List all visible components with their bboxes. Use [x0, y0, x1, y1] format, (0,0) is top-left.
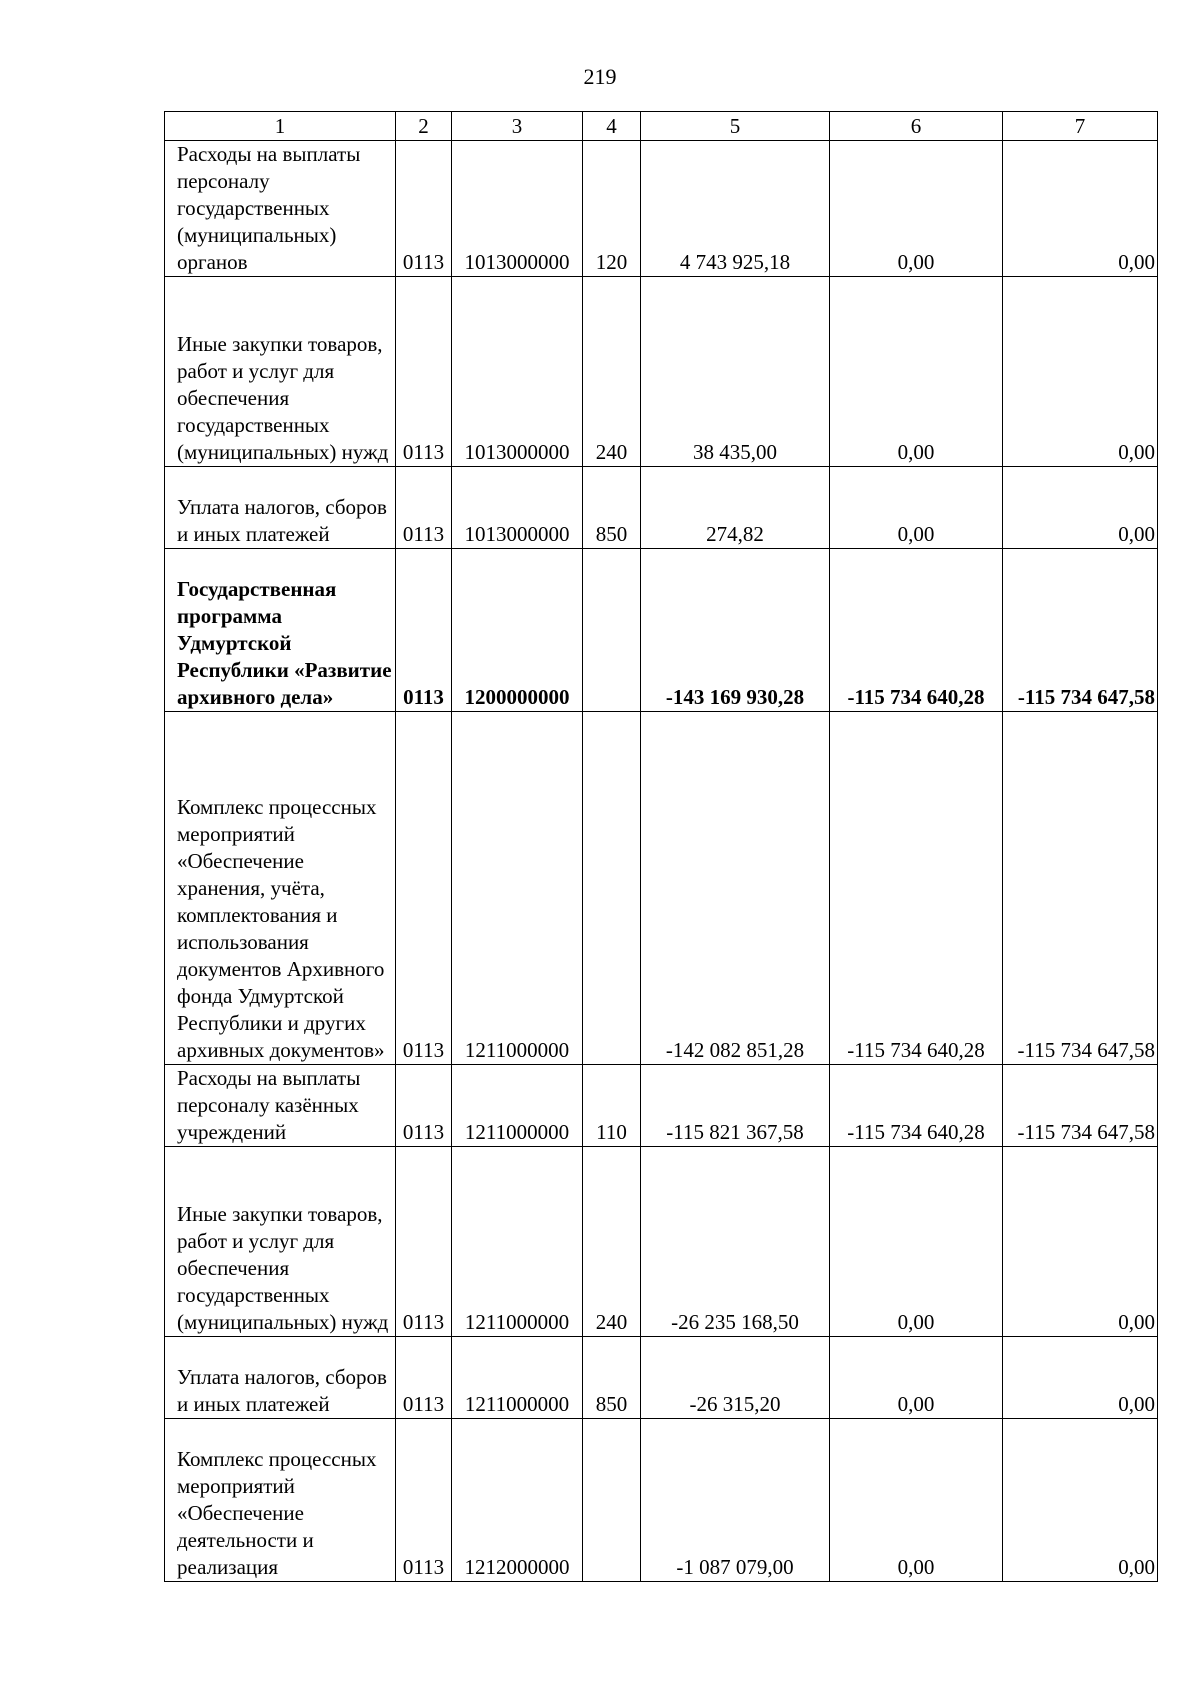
expense-type-cell: 240 — [583, 277, 641, 467]
row-name-cell: Государственная программа Удмуртской Республики «Развитие архивного дела» — [165, 549, 396, 712]
table-row — [165, 549, 1158, 712]
amount-col6-cell: 0,00 — [830, 1419, 1003, 1582]
amount-col6-cell: -115 734 640,28 — [830, 1065, 1003, 1147]
target-article-cell: 1212000000 — [452, 1419, 583, 1582]
amount-col6-cell: -115 734 640,28 — [830, 712, 1003, 1065]
amount-col6-cell: 0,00 — [830, 141, 1003, 277]
section-code-cell: 0113 — [396, 1147, 452, 1337]
amount-col7-cell: 0,00 — [1003, 141, 1158, 277]
row-name-cell: Комплекс процессных мероприятий «Обеспечение хранения, учёта, комплектования и использования документов Архивного фонда Удмуртской Республики и других архивных документов» — [165, 712, 396, 1065]
amount-col7-cell: 0,00 — [1003, 1337, 1158, 1419]
amount-col5-cell: -26 235 168,50 — [641, 1147, 830, 1337]
amount-col5-cell: 4 743 925,18 — [641, 141, 830, 277]
table-row — [165, 1147, 1158, 1337]
table-header-row — [165, 112, 1158, 141]
amount-col5-cell: 274,82 — [641, 467, 830, 549]
target-article-cell: 1013000000 — [452, 277, 583, 467]
amount-col7-cell: 0,00 — [1003, 467, 1158, 549]
section-code-cell: 0113 — [396, 1337, 452, 1419]
expense-type-cell: 120 — [583, 141, 641, 277]
row-name-cell: Уплата налогов, сборов и иных платежей — [165, 1337, 396, 1419]
amount-col7-cell: 0,00 — [1003, 1147, 1158, 1337]
header-cell-2: 2 — [396, 112, 452, 141]
amount-col6-cell: 0,00 — [830, 1147, 1003, 1337]
target-article-cell: 1211000000 — [452, 1065, 583, 1147]
row-name-cell: Комплекс процессных мероприятий «Обеспечение деятельности и реализация — [165, 1419, 396, 1582]
row-name-cell: Иные закупки товаров, работ и услуг для обеспечения государственных (муниципальных) нужд — [165, 1147, 396, 1337]
amount-col5-cell: -115 821 367,58 — [641, 1065, 830, 1147]
table-row — [165, 277, 1158, 467]
row-name-cell: Расходы на выплаты персоналу государственных (муниципальных) органов — [165, 141, 396, 277]
expense-type-cell: 850 — [583, 1337, 641, 1419]
amount-col7-cell: -115 734 647,58 — [1003, 712, 1158, 1065]
expense-type-cell — [583, 712, 641, 1065]
section-code-cell: 0113 — [396, 141, 452, 277]
amount-col6-cell: 0,00 — [830, 467, 1003, 549]
amount-col7-cell: 0,00 — [1003, 1419, 1158, 1582]
expense-type-cell: 110 — [583, 1065, 641, 1147]
row-name-cell: Уплата налогов, сборов и иных платежей — [165, 467, 396, 549]
header-cell-6: 6 — [830, 112, 1003, 141]
header-cell-7: 7 — [1003, 112, 1158, 141]
page-number: 219 — [583, 64, 617, 89]
budget-table — [164, 111, 1158, 1582]
expense-type-cell — [583, 1419, 641, 1582]
section-code-cell: 0113 — [396, 277, 452, 467]
target-article-cell: 1200000000 — [452, 549, 583, 712]
expense-type-cell: 240 — [583, 1147, 641, 1337]
amount-col7-cell: -115 734 647,58 — [1003, 1065, 1158, 1147]
table-row — [165, 1065, 1158, 1147]
section-code-cell: 0113 — [396, 467, 452, 549]
section-code-cell: 0113 — [396, 712, 452, 1065]
amount-col7-cell: 0,00 — [1003, 277, 1158, 467]
header-cell-1: 1 — [165, 112, 396, 141]
header-cell-3: 3 — [452, 112, 583, 141]
amount-col5-cell: -26 315,20 — [641, 1337, 830, 1419]
header-cell-4: 4 — [583, 112, 641, 141]
expense-type-cell — [583, 549, 641, 712]
target-article-cell: 1211000000 — [452, 712, 583, 1065]
target-article-cell: 1013000000 — [452, 141, 583, 277]
section-code-cell: 0113 — [396, 549, 452, 712]
section-code-cell: 0113 — [396, 1065, 452, 1147]
table-row — [165, 141, 1158, 277]
amount-col5-cell: -1 087 079,00 — [641, 1419, 830, 1582]
target-article-cell: 1211000000 — [452, 1147, 583, 1337]
table-row — [165, 467, 1158, 549]
row-name-cell: Расходы на выплаты персоналу казённых учреждений — [165, 1065, 396, 1147]
amount-col5-cell: 38 435,00 — [641, 277, 830, 467]
amount-col5-cell: -142 082 851,28 — [641, 712, 830, 1065]
amount-col5-cell: -143 169 930,28 — [641, 549, 830, 712]
row-name-cell: Иные закупки товаров, работ и услуг для обеспечения государственных (муниципальных) нужд — [165, 277, 396, 467]
amount-col6-cell: -115 734 640,28 — [830, 549, 1003, 712]
target-article-cell: 1211000000 — [452, 1337, 583, 1419]
target-article-cell: 1013000000 — [452, 467, 583, 549]
table-row — [165, 1419, 1158, 1582]
header-cell-5: 5 — [641, 112, 830, 141]
amount-col6-cell: 0,00 — [830, 277, 1003, 467]
expense-type-cell: 850 — [583, 467, 641, 549]
table-row — [165, 712, 1158, 1065]
table-row — [165, 1337, 1158, 1419]
amount-col6-cell: 0,00 — [830, 1337, 1003, 1419]
amount-col7-cell: -115 734 647,58 — [1003, 549, 1158, 712]
section-code-cell: 0113 — [396, 1419, 452, 1582]
